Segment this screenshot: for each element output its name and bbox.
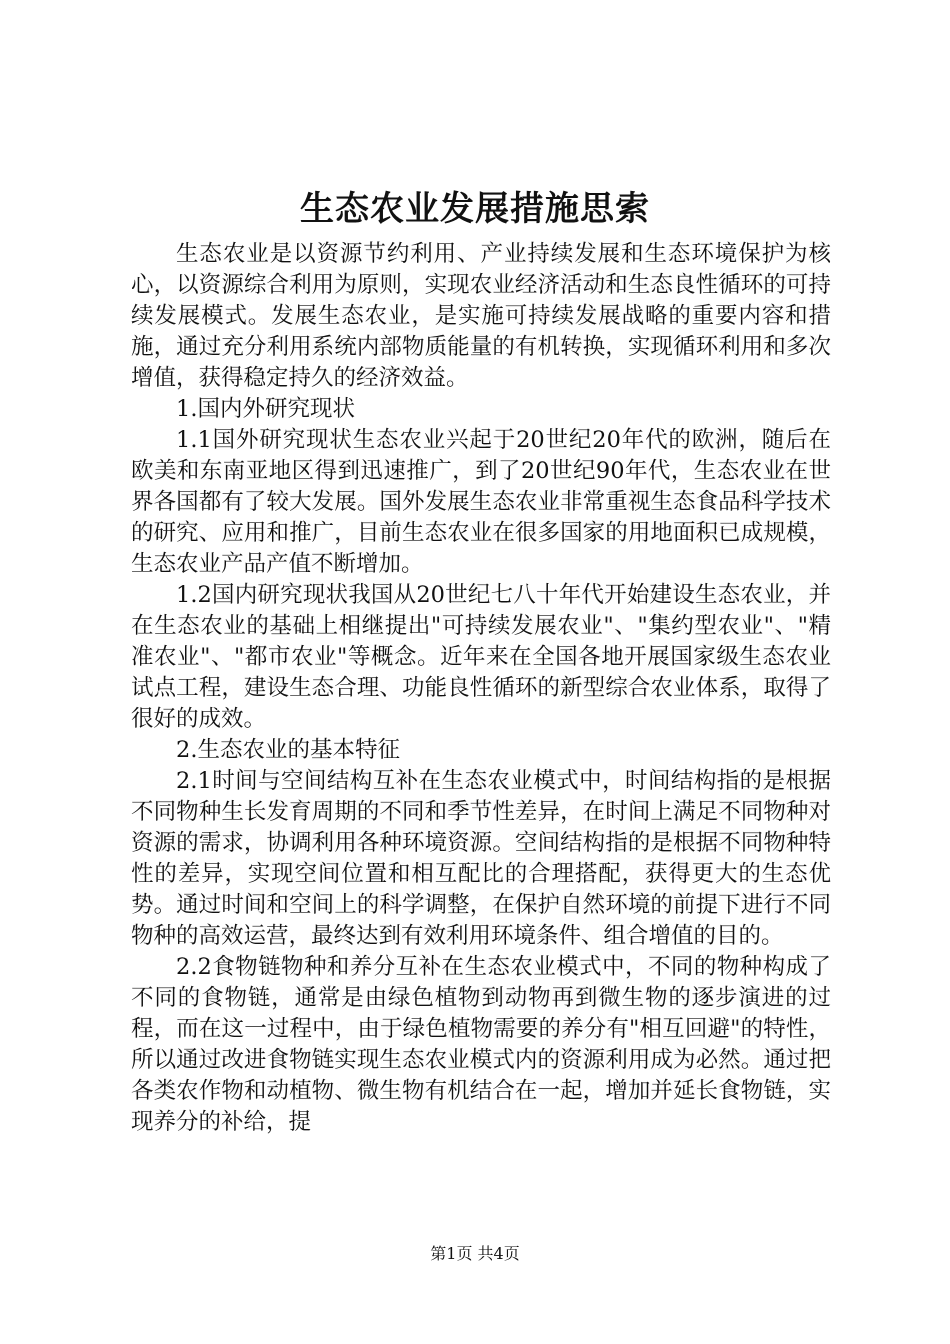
paragraph-intro: 生态农业是以资源节约利用、产业持续发展和生态环境保护为核心，以资源综合利用为原则，实现农业经济活动和生态良性循环的可持续发展模式。发展生态农业，是实施可持续发展战略的重要内容和措施，通过充分利用系统内部物质能量的有机转换，实现循环利用和多次增值，获得稳定持久的经济效益。 [131,241,831,391]
page-number-footer: 第1页 共4页 [430,1244,520,1263]
paragraph-1-1: 1.1国外研究现状生态农业兴起于20世纪20年代的欧洲，随后在欧美和东南亚地区得到迅速推广，到了20世纪90年代，生态农业在世界各国都有了较大发展。国外发展生态农业非常重视生态食品科学技术的研究、应用和推广，目前生态农业在很多国家的用地面积已成规模，生态农业产品产值不断增加。 [131,427,831,577]
document-body [131,239,831,1138]
section-heading-2: 2.生态农业的基本特征 [176,737,400,763]
section-heading-1: 1.国内外研究现状 [176,396,355,422]
page-title: 生态农业发展措施思索 [300,189,650,229]
paragraph-1-2: 1.2国内研究现状我国从20世纪七八十年代开始建设生态农业，并在生态农业的基础上相继提出"可持续发展农业"、"集约型农业"、"精准农业"、"都市农业"等概念。近年来在全国各地开展国家级生态农业试点工程，建设生态合理、功能良性循环的新型综合农业体系，取得了很好的成效。 [131,582,831,732]
paragraph-2-1: 2.1时间与空间结构互补在生态农业模式中，时间结构指的是根据不同物种生长发育周期的不同和季节性差异，在时间上满足不同物种对资源的需求，协调利用各种环境资源。空间结构指的是根据不同物种特性的差异，实现空间位置和相互配比的合理搭配，获得更大的生态优势。通过时间和空间上的科学调整，在保护自然环境的前提下进行不同物种的高效运营，最终达到有效利用环境条件、组合增值的目的。 [131,768,831,949]
paragraph-2-2: 2.2食物链物种和养分互补在生态农业模式中，不同的物种构成了不同的食物链，通常是由绿色植物到动物再到微生物的逐步演进的过程，而在这一过程中，由于绿色植物需要的养分有"相互回避"的特性，所以通过改进食物链实现生态农业模式内的资源利用成为必然。通过把各类农作物和动植物、微生物有机结合在一起，增加并延长食物链，实现养分的补给，提 [131,954,831,1135]
